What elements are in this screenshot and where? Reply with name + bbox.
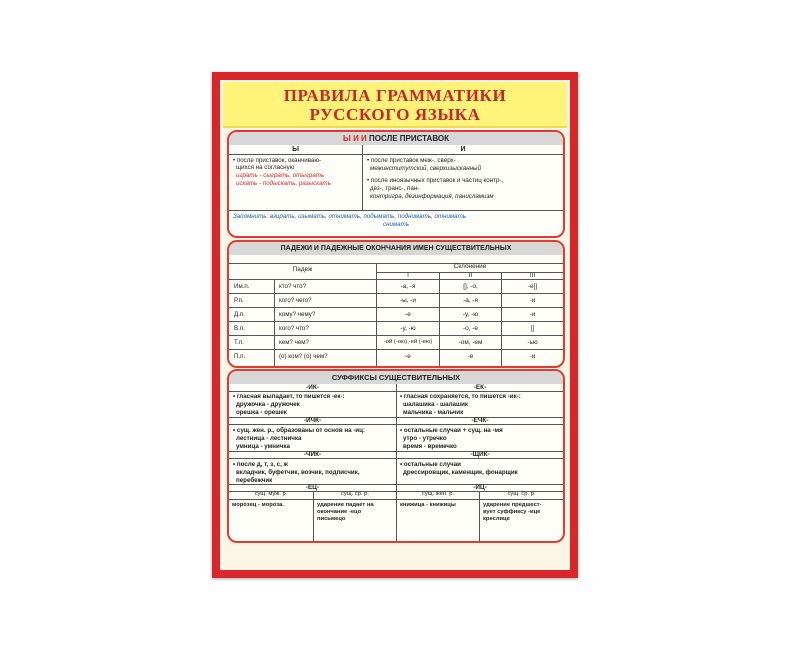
section-header: Ы И И ПОСЛЕ ПРИСТАВОК [229, 132, 563, 145]
example-text: искать - подыскать, разыскать [236, 180, 331, 187]
declension-1: I [407, 272, 409, 279]
example-text: межинститутский, сверхизысканный [370, 165, 482, 172]
title-band [223, 82, 567, 128]
suffix-ichk: -ИЧК- [303, 417, 322, 424]
rule-text: • после приставок, оканчиваю- [233, 157, 322, 164]
divider [362, 145, 363, 210]
poster [212, 72, 578, 578]
section-suffixes: СУФФИКСЫ СУЩЕСТВИТЕЛЬНЫХ -ИК- -ЕК- • гласная выпадает, то пишется -ек-: дружочка - дружочек орешка - орешек • гласная сохраняется, то пишется -ик-: шалашика - шалашик мальчика - мальчик -ИЧК- -ЕЧК- • сущ. жен. р., образованы от основ на -иц: лестница - лестничка умница - умничка • остальные случаи + сущ. на -мя утро - утречко время - времечко -ЧИК- -ЩИК- • после д, т, з, с, ж вкладчик, буфетчик, возчик, подписчик, перебежчик • остальные случаи дрессировщик, каменщик, фонарщик -ЕЦ- -ИЦ- сущ. муж. р. сущ. ср. р. сущ. жен. р. сущ. ср. р. морозец - мороза. ударение падает на окончание -ецо письмецо книжица - книжицы ударение предшест- вует суффиксу -ице креслице [227, 369, 565, 543]
suffix-ets: -ЕЦ- [305, 484, 320, 491]
suffix-chik: -ЧИК- [303, 451, 322, 458]
rule-text: • после приставок меж-, сверх- [367, 157, 456, 164]
poster-sheet [220, 80, 570, 570]
poster-title-line-2: РУССКОГО ЯЗЫКА [309, 105, 481, 124]
section-cases: ПАДЕЖИ И ПАДЕЖНЫЕ ОКОНЧАНИЯ ИМЕН СУЩЕСТВИТЕЛЬНЫХ Падеж Склонение I II III Им.п. кто? что? -а, -я [], -о, -е[] Р.п. кого? чего? -ы, -и -а, -я -и Д.п. кому? чему? -е -у, -ю -и В.п. кого? что? -у, -ю -о, -е [] Т.п. кем? чем? -ой (-ою),-ей (-ею) -ом, -ем -ью П.п. (о) ком? (о) чем? -е -е -и [227, 240, 565, 368]
section-header: СУФФИКСЫ СУЩЕСТВИТЕЛЬНЫХ [229, 371, 563, 384]
divider [229, 210, 563, 211]
suffix-ik: -ИК- [306, 384, 319, 391]
rule-text: • после иноязычных приставок и частиц контр-, [367, 177, 504, 184]
remember-text: снимать [382, 221, 410, 228]
rule-text: щихся на согласную [236, 164, 295, 171]
column-header-i: И [460, 146, 466, 153]
poster-title-line-1: ПРАВИЛА ГРАММАТИКИ [283, 86, 507, 105]
column-header-y: Ы [292, 146, 299, 153]
rule-text: дез-, транс-, пан- [370, 185, 420, 192]
section-header: ПАДЕЖИ И ПАДЕЖНЫЕ ОКОНЧАНИЯ ИМЕН СУЩЕСТВИТЕЛЬНЫХ [229, 242, 563, 255]
column-header-case: Падеж [292, 266, 313, 273]
divider [229, 154, 563, 155]
section-y-i-after-prefixes [227, 130, 565, 238]
declension-2: II [468, 272, 473, 279]
example-text: контригра, дезинформация, панисламизм [370, 193, 494, 200]
suffix-its: -ИЦ- [473, 484, 487, 491]
declension-3: III [529, 272, 536, 279]
suffix-ek: -ЕК- [473, 384, 487, 391]
column-header-declension: Склонение [453, 263, 487, 270]
suffix-echk: -ЕЧК- [471, 417, 489, 424]
example-text: играть - сыграть, отыграть [236, 172, 325, 179]
remember-text: Запомнить: взирать, изымать, отнимать, подымать, поднимать, отнимать [233, 213, 466, 220]
suffix-shchik: -ЩИК- [470, 451, 490, 458]
